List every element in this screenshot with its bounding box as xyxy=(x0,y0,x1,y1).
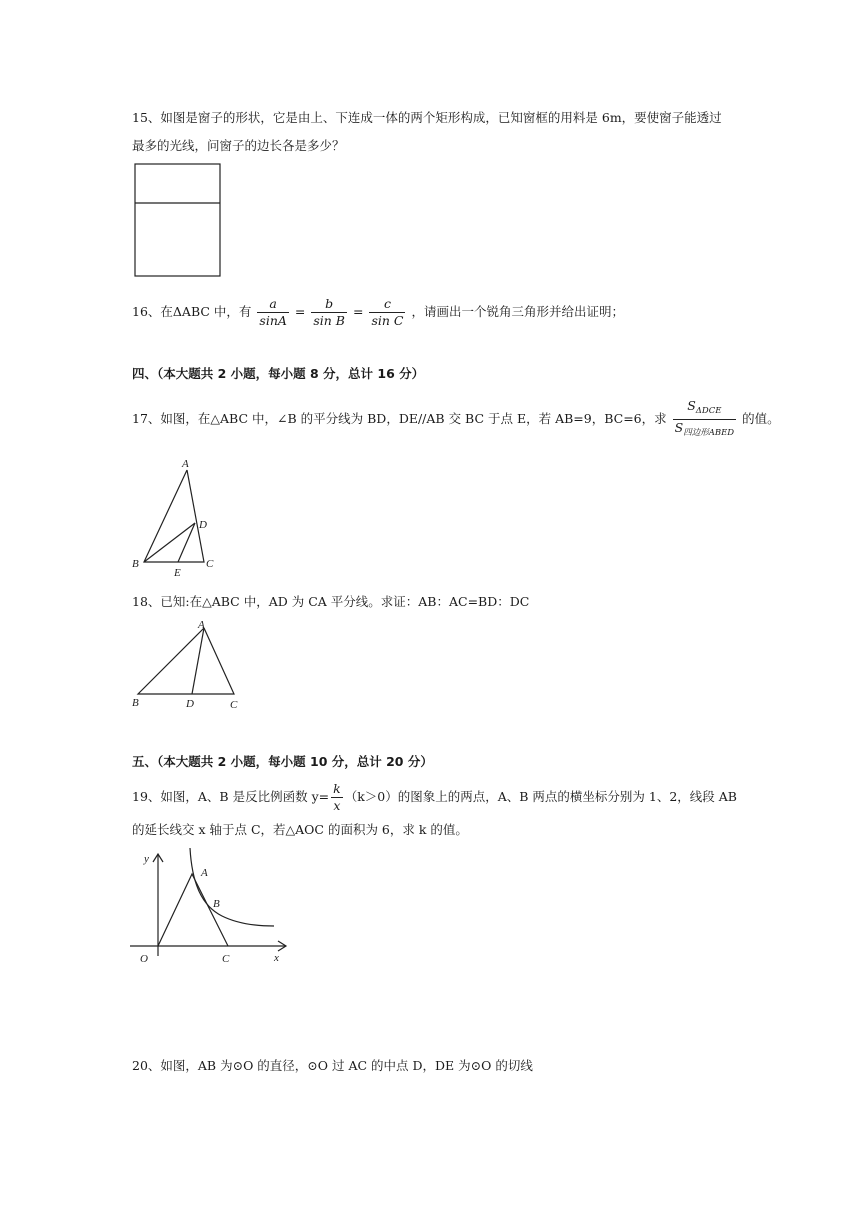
label-d: D xyxy=(199,519,207,531)
q15-line2: 最多的光线，问窗子的边长各是多少？ xyxy=(132,138,345,153)
q15-line1: 15、如图是窗子的形状，它是由上、下连成一体的两个矩形构成，已知窗框的用料是 6m，要使窗子能透过 xyxy=(132,110,722,125)
fraction-numerator: b xyxy=(311,296,347,313)
fraction-denominator: x xyxy=(333,798,341,813)
label-e: E xyxy=(174,567,181,579)
label-a: A xyxy=(198,619,205,631)
q16-fraction-b xyxy=(311,296,347,329)
q18-triangle-figure xyxy=(128,618,248,714)
window-figure xyxy=(130,160,226,282)
q17-prefix: 17、如图，在△ABC 中，∠B 的平分线为 BD，DE//AB 交 BC 于点 E，若 AB=9，BC=6，求 xyxy=(132,411,667,426)
label-b: B xyxy=(213,898,220,910)
equals-sign: = xyxy=(294,304,306,319)
fraction-denominator: sin B xyxy=(313,313,345,328)
label-a: A xyxy=(182,458,189,470)
q16-fraction-c xyxy=(369,296,405,329)
label-b: B xyxy=(132,558,139,570)
triangle-abc xyxy=(144,470,204,562)
q16-fraction-a xyxy=(257,296,289,329)
section-4-heading: 四、（本大题共 2 小题，每小题 8 分，总计 16 分） xyxy=(132,366,425,381)
label-x: x xyxy=(274,952,279,964)
fraction-numerator: c xyxy=(369,296,405,313)
bisector-bd xyxy=(144,523,195,562)
q18-line: 18、已知:在△ABC 中，AD 为 CA 平分线。求证：AB：AC=BD：DC xyxy=(132,594,530,609)
fraction-numerator: k xyxy=(333,781,341,796)
q19-prefix: 19、如图，A、B 是反比例函数 y= xyxy=(132,789,330,804)
q17-area-ratio xyxy=(673,398,736,441)
q16-suffix: ，请画出一个锐角三角形并给出证明； xyxy=(411,304,624,319)
q19-fraction-k-over-x xyxy=(331,781,343,814)
section-5-heading: 五、（本大题共 2 小题，每小题 10 分，总计 20 分） xyxy=(132,754,433,769)
triangle-aoc xyxy=(158,874,228,946)
fraction-denominator xyxy=(673,420,736,441)
fraction-denominator: sin C xyxy=(371,313,404,328)
q16-prefix: 16、在ΔABC 中，有 xyxy=(132,304,252,319)
q19-line2: 的延长线交 x 轴于点 C，若△AOC 的面积为 6，求 k 的值。 xyxy=(132,822,468,837)
q19-line1 xyxy=(132,778,737,816)
area-subscript: 四边形ABED xyxy=(683,428,735,438)
q17-line xyxy=(132,398,780,441)
equals-sign: = xyxy=(352,304,364,319)
label-d: D xyxy=(186,698,194,710)
area-symbol: S xyxy=(674,420,684,435)
label-b: B xyxy=(132,697,139,709)
label-c: C xyxy=(222,953,230,965)
fraction-numerator: a xyxy=(257,296,289,313)
hyperbola-curve xyxy=(190,848,274,926)
area-subscript: ΔDCE xyxy=(695,406,722,416)
label-c: C xyxy=(230,699,238,711)
q17-triangle-figure xyxy=(128,456,228,580)
label-o: O xyxy=(140,953,148,965)
label-a: A xyxy=(201,867,208,879)
triangle-abc xyxy=(138,628,234,694)
area-symbol: S xyxy=(687,398,696,413)
label-c: C xyxy=(206,558,214,570)
q19-graph-figure xyxy=(126,844,296,970)
label-y: y xyxy=(144,853,149,865)
q16-line xyxy=(132,294,624,330)
window-frame xyxy=(135,164,220,276)
q17-suffix: 的值。 xyxy=(742,411,780,426)
q19-suffix: （k＞0）的图象上的两点，A、B 两点的横坐标分别为 1、2，线段 AB xyxy=(344,789,737,804)
fraction-numerator xyxy=(673,398,736,420)
q20-line: 20、如图，AB 为⊙O 的直径，⊙O 过 AC 的中点 D，DE 为⊙O 的切线 xyxy=(132,1058,533,1073)
fraction-denominator: sinA xyxy=(259,313,287,328)
